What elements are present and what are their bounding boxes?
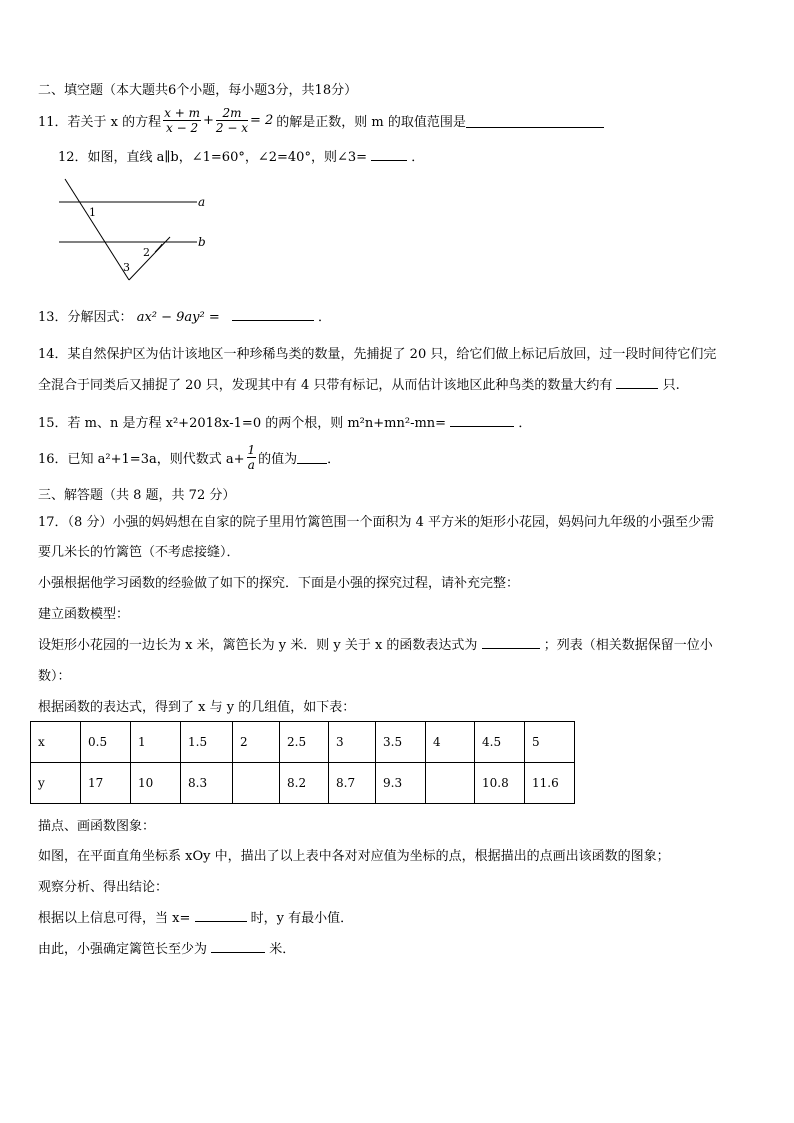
section-2-title: 二、填空题（本大题共6个小题，每小题3分，共18分） xyxy=(38,83,358,98)
table-cell: 8.3 xyxy=(181,763,233,804)
q15-end: ． xyxy=(518,416,532,431)
q16-end: ． xyxy=(327,451,341,467)
table-cell: 3 xyxy=(329,722,376,763)
q11-plus: + xyxy=(203,112,214,128)
section-3-title: 三、解答题（共 8 题，共 72 分） xyxy=(38,488,236,503)
q17-line-1: 17．（8 分）小强的妈妈想在自家的院子里用竹篱笆围一个面积为 4 平方米的矩形小花园，妈妈问九年级的小强至少需 xyxy=(38,515,714,530)
q12-end: ． xyxy=(411,150,425,165)
table-cell: 4 xyxy=(426,722,475,763)
q11-frac2-denominator: 2 − x xyxy=(215,120,248,135)
table-cell xyxy=(426,763,475,804)
table-cell: 17 xyxy=(81,763,131,804)
table-cell: 5 xyxy=(525,722,575,763)
table-cell: 8.7 xyxy=(329,763,376,804)
angle-2-label: 2 xyxy=(143,246,150,259)
q17-p9-text-b: 米． xyxy=(269,942,296,957)
q11-number: 11． xyxy=(38,114,68,130)
transversal-left xyxy=(65,179,129,280)
q14-end: 只. xyxy=(662,378,680,393)
q13-text: 13．分解因式： xyxy=(38,310,133,325)
q11-frac1-denominator: x − 2 xyxy=(166,120,199,135)
q17-min-length-blank xyxy=(211,940,265,953)
q17-paragraph-1: 小强根据他学习函数的经验做了如下的探究．下面是小强的探究过程，请补充完整： xyxy=(38,576,520,591)
q12-text: 12．如图，直线 a∥b，∠1=60°，∠2=40°，则∠3= xyxy=(58,150,368,165)
q16-frac-denominator: a xyxy=(247,457,255,472)
q13-end: ． xyxy=(318,310,332,325)
table-cell: 8.2 xyxy=(280,763,329,804)
q14-line-2 xyxy=(38,374,680,393)
table-cell xyxy=(233,763,280,804)
table-cell: 1 xyxy=(131,722,181,763)
q17-paragraph-4: 根据函数的表达式，得到了 x 与 y 的几组值，如下表： xyxy=(38,700,356,715)
q17-paragraph-3 xyxy=(38,634,713,653)
q11-fraction-2 xyxy=(216,106,248,135)
q17-paragraph-7: 观察分析、得出结论： xyxy=(38,880,169,895)
q11-fraction-1 xyxy=(163,106,201,135)
q16-fraction xyxy=(247,443,257,472)
question-16 xyxy=(38,440,340,474)
table-cell-y-label: y xyxy=(31,763,81,804)
q11-text-b: 的解是正数，则 m 的取值范围是 xyxy=(276,114,466,130)
q17-paragraph-2: 建立函数模型： xyxy=(38,607,130,622)
q16-frac-numerator: 1 xyxy=(247,442,256,457)
label-b: b xyxy=(198,235,206,249)
angle-1-label: 1 xyxy=(89,206,96,219)
q14-line-2-text: 全混合于同类后又捕捉了 20 只，发现其中有 4 只带有标记，从而估计该地区此种鸟类的数量大约有 xyxy=(38,378,613,393)
q17-p3-text-a: 设矩形小花园的一边长为 x 米，篱笆长为 y 米．则 y 关于 x 的函数表达式为 xyxy=(38,638,478,653)
q12-parallel-lines-figure xyxy=(52,172,212,287)
table-cell: 2 xyxy=(233,722,280,763)
q15-answer-blank xyxy=(450,414,514,427)
angle-3-label: 3 xyxy=(123,261,130,274)
q14-line-1: 14．某自然保护区为估计该地区一种珍稀鸟类的数量，先捕捉了 20 只，给它们做上标记后放回，过一段时间待它们完 xyxy=(38,347,717,362)
q15-text: 15．若 m、n 是方程 x²+2018x-1=0 的两个根，则 m²n+mn²-mn= xyxy=(38,416,447,431)
q17-paragraph-5: 描点、画函数图象： xyxy=(38,819,156,834)
table-cell: 3.5 xyxy=(376,722,426,763)
table-cell: 2.5 xyxy=(280,722,329,763)
q14-answer-blank xyxy=(616,376,658,389)
table-cell: 4.5 xyxy=(475,722,525,763)
q11-frac2-numerator: 2m xyxy=(216,106,248,121)
question-11 xyxy=(38,103,604,137)
table-cell: 10 xyxy=(131,763,181,804)
table-cell: 9.3 xyxy=(376,763,426,804)
question-15 xyxy=(38,412,531,431)
question-13 xyxy=(38,306,331,325)
q11-frac1-numerator: x + m xyxy=(164,105,200,120)
q17-min-x-blank xyxy=(195,909,247,922)
table-cell: 11.6 xyxy=(525,763,575,804)
q16-text-b: 的值为 xyxy=(258,451,298,467)
q17-paragraph-9 xyxy=(38,938,295,957)
q11-text-a: 若关于 x 的方程 xyxy=(67,114,162,130)
q16-text-a: 16．已知 a²+1=3a，则代数式 a+ xyxy=(38,451,245,467)
question-12 xyxy=(58,146,424,165)
q17-line-2: 要几米长的竹篱笆（不考虑接缝）． xyxy=(38,545,240,560)
q17-p9-text-a: 由此，小强确定篱笆长至少为 xyxy=(38,942,208,957)
q11-equals: = 2 xyxy=(250,112,274,128)
q13-expression: ax² − 9ay² = xyxy=(136,310,220,325)
q11-answer-blank xyxy=(466,113,604,128)
table-cell: 10.8 xyxy=(475,763,525,804)
q17-p8-text-a: 根据以上信息可得，当 x= xyxy=(38,911,191,926)
angle-2-arc xyxy=(155,244,162,252)
q17-function-blank xyxy=(482,636,540,649)
q16-answer-blank xyxy=(297,451,327,464)
table-cell: 1.5 xyxy=(181,722,233,763)
q12-answer-blank xyxy=(371,148,407,161)
q17-paragraph-3-cont: 数）： xyxy=(38,669,71,684)
table-cell-x-label: x xyxy=(31,722,81,763)
table-cell: 0.5 xyxy=(81,722,131,763)
label-a: a xyxy=(198,195,206,209)
q13-answer-blank xyxy=(232,308,314,321)
q17-p8-text-b: 时，y 有最小值． xyxy=(250,911,354,926)
q17-p3-text-b: ；列表（相关数据保留一位小 xyxy=(543,638,713,653)
q17-paragraph-6: 如图，在平面直角坐标系 xOy 中，描出了以上表中各对对应值为坐标的点，根据描出的点画出该函数的图象； xyxy=(38,849,670,864)
xy-value-table xyxy=(30,721,575,804)
table-row-x xyxy=(31,722,575,763)
table-row-y xyxy=(31,763,575,804)
q17-paragraph-8 xyxy=(38,907,353,926)
